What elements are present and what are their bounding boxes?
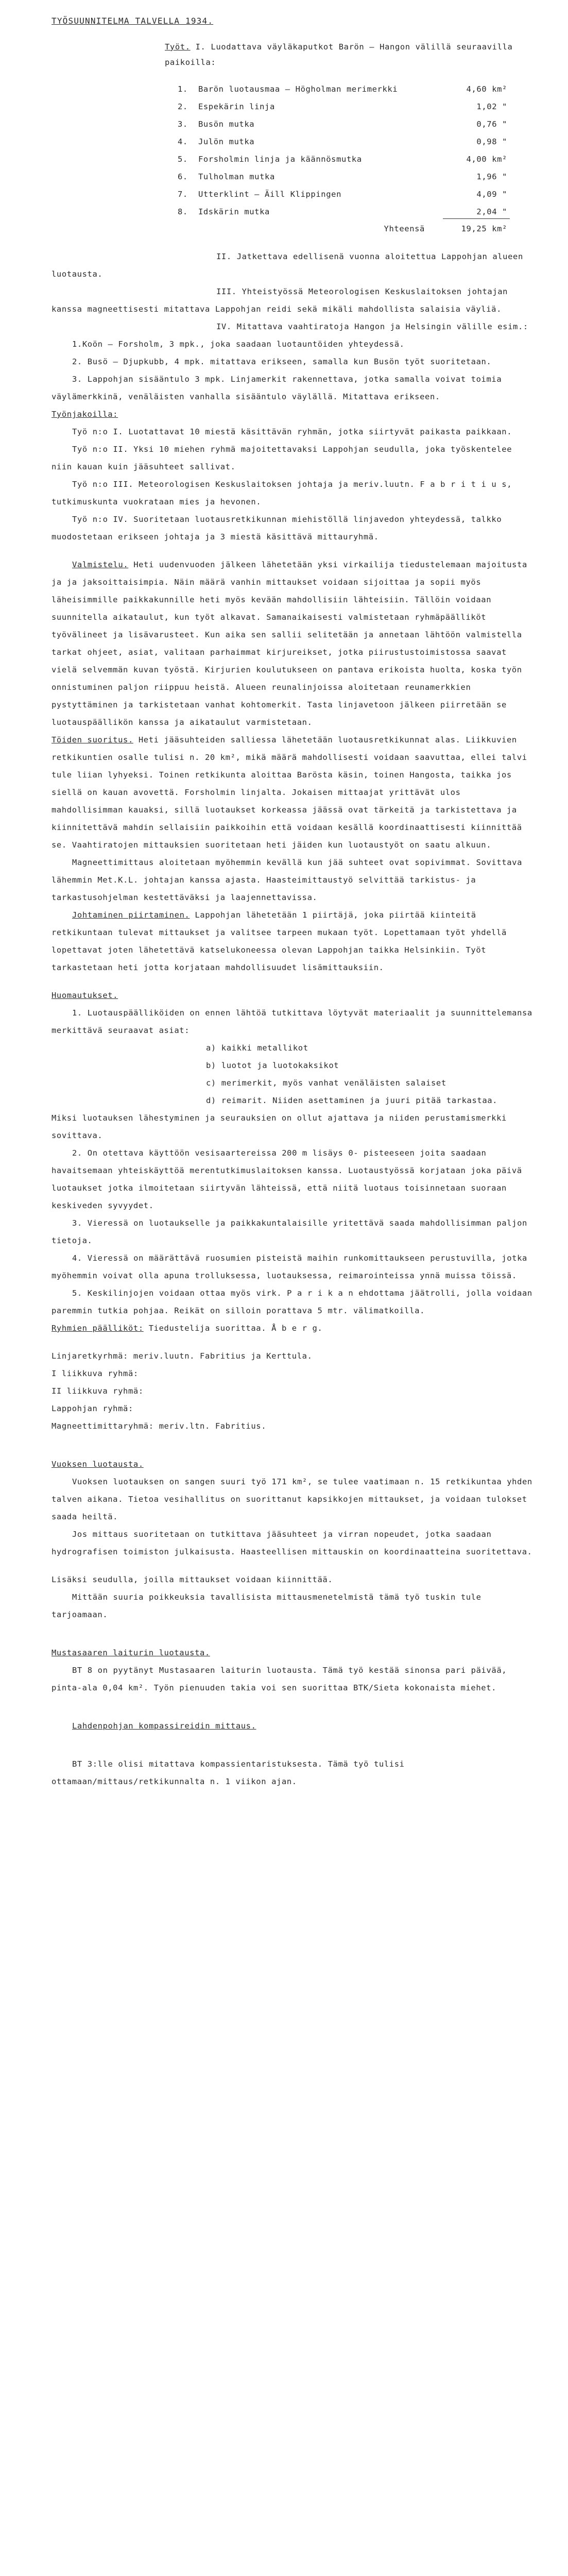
mustasaari-text: BT 8 on pyytänyt Mustasaaren laiturin luotausta. Tämä työ kestää sinonsa pari päivää, pinta-ala 0,04 km². Työn pienuuden takia voi sen suorittaa BTK/Sieta kokonaista miehet. [51,1666,507,1692]
paragraph-iv-1: 1.Koön – Forsholm, 3 mpk., joka saadaan luotauntöiden yhteydessä. [72,340,405,349]
list-item: b) luotot ja luotokaksikot [206,1061,339,1070]
paragraph-iv: IV. Mitattava vaahtiratoja Hangon ja Helsingin välille esim.: [216,322,528,331]
huomautukset-2: 2. On otettava käyttöön vesisaartereissa 200 m lisäys 0- pisteeseen joita saadaan havaitsemaan yhteiskäyttöä merentutkimuslaitoksen kanssa. Luotaustyössä korjataan joka päivä luotaukset jotka ilmoitetaan siirtyvän lähteissä, että niitä luotaus toisinnetaan suoraan keskiveden syvyydet. [51,1148,522,1210]
paragraph-ii: II. Jatkettava edellisenä vuonna aloitettua Lappohjan alueen luotausta. [51,252,523,279]
route-row: 2. Espekärin linja 1,02 " [178,102,507,111]
valmistelu-heading: Valmistelu. [72,560,129,569]
toiden-heading: Töiden suoritus. [51,735,133,744]
huomautukset-4: 4. Vieressä on määrättävä ruosumien pisteistä maihin runkomittaukseen perustuvilla, jotka myöhemmin voivat olla apuna trolluksessa, luotauksessa, reimarointeissa ynnä muissa töissä. [51,1253,527,1280]
route-row: 3. Busön mutka 0,76 " [178,120,507,129]
division-1: Työ n:o I. Luotattavat 10 miestä käsittävän ryhmän, jotka siirtyvät paikasta paikkaan. [72,427,512,436]
route-row: 4. Julön mutka 0,98 " [178,137,507,146]
paalliko-row: Lappohjan ryhmä: [51,1404,133,1413]
lahdenpohja-text: BT 3:lle olisi mitattava kompassientaristuksesta. Tämä työ tulisi ottamaan/mittaus/retkikunnalta n. 1 viikon ajan. [51,1759,405,1786]
division-2: Työ n:o II. Yksi 10 miehen ryhmä majoitettavaksi Lappohjan seudulla, joka työskentelee niin kauan kuin jääsuhteet sallivat. [51,445,512,471]
vuoksen-p3: Lisäksi seudulla, joilla mittaukset voidaan kiinnittää. [51,1575,333,1584]
mustasaari-heading: Mustasaaren laiturin luotausta. [51,1648,210,1657]
page-title: TYÖSUUNNITELMA TALVELLA 1934. [51,16,214,26]
paragraph-iv-3: 3. Lappohjan sisääntulo 3 mpk. Linjamerkit rakennettava, jotka samalla voivat toimia väylämerkkinä, venäläisten vanhalla sisääntulo väylällä. Mitattava erikseen. [51,375,502,401]
intro-text: I. Luodattava väyläkaputkot Barön – Hangon välillä seuraavilla paikoilla: [165,42,513,67]
list-item: a) kaikki metallikot [206,1043,308,1053]
route-row: 8. Idskärin mutka 2,04 " [178,207,507,216]
paragraph-iv-2: 2. Busö – Djupkubb, 4 mpk. mitattava erikseen, samalla kun Busön työt suoritetaan. [72,357,492,366]
paalliko-row: I liikkuva ryhmä: [51,1369,139,1378]
route-row: 7. Utterklint – Äill Klippingen 4,09 " [178,190,507,199]
huomautukset-items [51,1039,537,1109]
intro-paragraph [51,39,537,70]
huomautukset-1b: Miksi luotauksen lähestyminen ja seurauksien on ollut ajattava ja niiden perustamismerkki sovittava. [51,1113,507,1140]
total-value: 19,25 km² [461,224,507,233]
johtaminen-heading: Johtaminen piirtaminen. [72,910,190,920]
paalliko-heading: Ryhmien päälliköt: [51,1324,144,1333]
magn-paragraph: Magneettimittaus aloitetaan myöhemmin kevällä kun jää suhteet ovat sopivimmat. Sovittava lähemmin Met.K.L. johtajan kanssa ajasta. Haasteimittaustyö selvittää tarkistus- ja tarkastusohjelman kestettäväksi ja laajennettavissa. [51,858,522,902]
huomautukset-1: 1. Luotauspäälliköiden on ennen lähtöä tutkittava löytyvät materiaalit ja suunnittelemansa merkittävä seuraavat asiat: [51,1008,532,1035]
list-item: c) merimerkit, myös vanhat venäläisten salaiset [206,1078,446,1088]
vuoksen-heading: Vuoksen luotausta. [51,1460,144,1469]
vuoksen-text: Vuoksen luotauksen on sangen suuri työ 171 km², se tulee vaatimaan n. 15 retkikuntaa yhden talven aikana. Tietoa vesihallitus on suorittanut kapsikkojen mittaukset, ja voidaan tulokset saada heiltä. [51,1477,532,1521]
huomautukset-5: 5. Keskilinjojen voidaan ottaa myös virk. P a r i k a n ehdottama jäätrolli, jolla voidaan paremmin tutkia pohjaa. Reikät on silloin porattava 5 mtr. välimatkoilla. [51,1289,532,1315]
paalliko-paragraph: Ryhmien päälliköt: Tiedustelija suorittaa. Å b e r g. [51,1324,323,1333]
routes-list [178,80,537,221]
vuoksen-p4: Mittään suuria poikkeuksia tavallisista mittausmenetelmistä tämä työ tuskin tule tarjoamaan. [51,1592,481,1619]
division-3: Työ n:o III. Meteorologisen Keskuslaitoksen johtaja ja meriv.luutn. F a b r i t i u s, tutkimuskunta vuokrataan mies ja hevonen. [51,480,512,506]
intro-label: Työt. [165,42,191,52]
route-row: 6. Tulholman mutka 1,96 " [178,172,507,181]
route-row: 1. Barön luotausmaa – Högholman merimerkki 4,60 km² [178,84,507,94]
total-row [178,220,507,238]
list-item: d) reimarit. Niiden asettaminen ja juuri pitää tarkastaa. [206,1096,498,1105]
paalliko-row: Linjaretkyrhmä: meriv.luutn. Fabritius ja Kerttula. [51,1351,313,1361]
paalliko-row: II liikkuva ryhmä: [51,1386,144,1396]
lahdenpohja-heading: Lahdenpohjan kompassireidin mittaus. [72,1721,256,1731]
valmistelu-paragraph: Valmistelu. Heti uudenvuoden jälkeen lähetetään yksi virkailija tiedustelemaan majoitusta ja ja jaksoittaisimpia. Näin määrä vanhin mittaukset voidaan sijoittaa ja sopii myös läheisimmille paikkakunnille heti myös kevään mahdollisiin lähteisiin. Tällöin voidaan suunnitella aikataulut, kun työt alkavat. Samanaikaisesti valmistetaan ryhmäpäälliköt työvälineet ja lisävarusteet. Kun aika sen sallii selitetään ja annetaan lähtöön valmistella tarkat ohjeet, asiat, valitaan parhaimmat kirjureikset, jotka piirustustoimistossa saavat vielä selvemmän kuvan työstä. Kirjurien koulutukseen on pantava erikoista huolta, koska työn onnistuminen paljon riippuu heistä. Alueen reunalinjoissa aloitetaan reunamerkkien pystyttäminen ja tarkistetaan vanhat kohtomerkit. Tasta linjavetoon jälkeen piirretään se luotauspäällikön kanssa ja aikataulut varmistetaan. [51,560,527,727]
total-label: Yhteensä [384,224,425,233]
division-heading: Työnjakoilla: [51,410,118,419]
johtaminen-paragraph: Johtaminen piirtaminen. Lappohjan lähetetään 1 piirtäjä, joka piirtää kiinteitä retkikuntaan tulevat mittaukset ja valitsee tarpeen mukaan työt. Lopettamaan työt yhdellä lopettavat joten lähetettävä katselukoneessa olevan Lappohjan taikka Helsinkiin. Työt tarkastetaan heti jotta korjataan mahdollisuudet lisämittauksiin. [51,910,507,972]
paalliko-row: Magneettimittaryhmä: meriv.ltn. Fabritius. [51,1421,267,1431]
huomautukset-heading: Huomautukset. [51,991,118,1000]
toiden-paragraph: Töiden suoritus. Heti jääsuhteiden salliessa lähetetään luotausretkikunnat alas. Liikkuvien retkikuntien osalle tulisi n. 20 km², mikä määrä mahdollisesti voidaan saavuttaa, ellei talvi tule liian lyhyeksi. Toinen retkikunta aloittaa Barösta käsin, toinen Hangosta, taikka jos siellä on kauan avovettä. Forsholmin linjalta. Jokaisen mittaajat yrittävät ulos mahdollisimman kauaksi, sillä luotaukset korkeassa jäässä ovat tärkeitä ja tarkistettava ja kiinnitettävä mahdin sellaisiin paikkoihin että voidaan kesällä koordinaattisesti kiinnittää se. Vaahtiratojen mittauksien suoritetaan heti jäiden kun luotaustyöt on saatu alkuun. [51,735,527,850]
paragraph-iii: III. Yhteistyössä Meteorologisen Keskuslaitoksen johtajan kanssa magneettisesti mitattava Lappohjan reidi sekä mikäli mahdollista salaisia väyliä. [51,287,508,314]
route-row: 5. Forsholmin linja ja käännösmutka 4,00 km² [178,155,507,164]
division-4: Työ n:o IV. Suoritetaan luotausretkikunnan miehistöllä linjavedon yhteydessä, talkko muodostetaan erikseen johtaja ja 3 miestä käsittävä mittauryhmä. [51,515,502,541]
huomautukset-3: 3. Vieressä on luotaukselle ja paikkakuntalaisille yritettävä saada mahdollisimman paljon tietoja. [51,1218,527,1245]
vuoksen-p2: Jos mittaus suoritetaan on tutkittava jääsuhteet ja virran nopeudet, jotka saadaan hydrografisen toimiston julkaisusta. Haasteellisen mittauskin on koordinaatteina suoritettava. [51,1530,532,1556]
